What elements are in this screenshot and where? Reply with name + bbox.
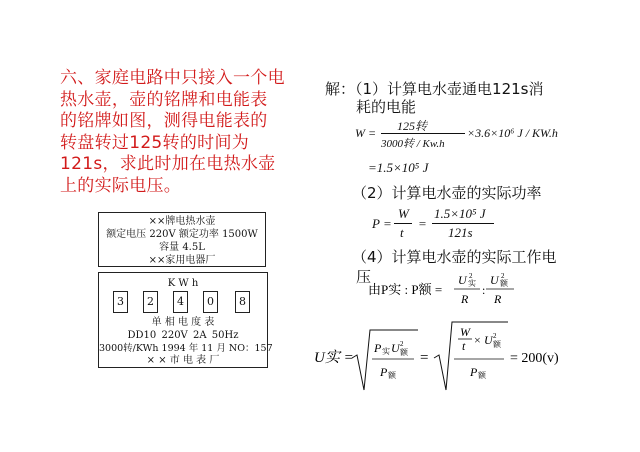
meter-digit: 0 <box>203 291 218 313</box>
w-tail: ×3.6×10⁶ J / KW.h <box>467 126 558 140</box>
p-num1: W <box>398 206 409 221</box>
voltage-formula <box>314 318 559 396</box>
kettle-title: ××牌电热水壶 <box>148 216 216 227</box>
solution-head: 解：（1）计算电水壶通电121s消 <box>325 80 544 98</box>
question-line: 六、家庭电路中只接入一个电 <box>60 68 285 88</box>
kettle-specs <box>99 228 265 241</box>
capacity-label: 容量 <box>159 242 180 253</box>
meter-frequency: 50Hz <box>211 330 239 341</box>
ratio-u2-sup: 2 <box>501 272 505 280</box>
meter-constant: 3000转/KWh 1994 年 11 月 NO：157 <box>99 343 273 354</box>
meter-voltage: 220V <box>161 330 188 341</box>
root2-times: × <box>474 333 481 347</box>
root2-u-sub: 额 <box>493 340 501 349</box>
root2-t: t <box>462 339 466 353</box>
question-line: 上的实际电压。 <box>60 175 182 196</box>
sqrt-sign <box>434 322 508 390</box>
root1-den-sub: 额 <box>388 371 396 380</box>
question-line: 121s，求此时加在电热水壶 <box>60 154 276 174</box>
fraction-bar <box>432 223 494 224</box>
meter-current: 2A <box>192 330 207 341</box>
ratio-u1-sub: 实 <box>468 279 476 288</box>
meter-digit: 8 <box>235 291 250 313</box>
p-num2: 1.5×10⁵ J <box>434 206 486 221</box>
root1-den: P <box>380 365 388 379</box>
capacity-value: 4.5L <box>182 242 205 253</box>
ratio-formula <box>368 270 528 310</box>
meter-digit: 4 <box>173 291 188 313</box>
ratio-prefix: 由P实 : P额 = <box>368 282 443 297</box>
kettle-nameplate <box>98 212 266 267</box>
meter-model: DD10 <box>127 330 157 341</box>
fraction-bar <box>394 223 412 224</box>
sqrt-sign <box>352 330 418 390</box>
root2-w: W <box>460 325 470 339</box>
p-den1: t <box>400 225 404 240</box>
kettle-capacity <box>99 241 265 254</box>
ratio-colon: : <box>482 283 486 297</box>
p-lhs: P = <box>372 216 392 231</box>
ratio-r2: R <box>494 292 502 306</box>
power-label: 额定功率 <box>178 229 219 240</box>
u-lhs: U实 = <box>314 350 354 366</box>
equals-sign: = <box>420 350 429 366</box>
root2-u-sup: 2 <box>493 332 497 340</box>
root1-u-sub: 额 <box>400 348 408 357</box>
kettle-maker: ××家用电器厂 <box>148 255 216 266</box>
power-value: 1500W <box>222 229 258 240</box>
power-formula <box>372 206 522 246</box>
w-lhs: W = <box>355 126 377 140</box>
u-result: = 200(v) <box>510 351 559 366</box>
ratio-u1-sup: 2 <box>469 272 473 280</box>
fraction-bar <box>381 133 465 134</box>
w-numerator: 125转 <box>397 119 428 133</box>
ratio-r1: R <box>461 292 469 306</box>
ratio-u2: U <box>490 273 499 287</box>
question-text <box>60 68 308 197</box>
p-den2: 121s <box>448 225 473 240</box>
question-line: 转盘转过125转的时间为 <box>60 132 250 153</box>
root1-u-sup: 2 <box>400 340 404 348</box>
meter-factory: × × 市 电 表 厂 <box>146 355 220 366</box>
meter-nameplate <box>98 272 273 368</box>
voltage-value: 220V <box>149 229 176 240</box>
voltage-label: 额定电压 <box>106 229 147 240</box>
meter-digit: 3 <box>113 291 128 313</box>
root1-u: U <box>391 341 400 355</box>
root1-p-sub: 实 <box>382 347 390 356</box>
meter-type: 单 相 电 度 表 <box>151 317 215 328</box>
solution-step-2: （2）计算电水壶的实际功率 <box>352 184 542 202</box>
equals-sign: = <box>418 216 427 231</box>
energy-result: =1.5×10⁵ J <box>368 160 429 175</box>
ratio-u1: U <box>458 273 467 287</box>
solution-step-4: （4）计算电水壶的实际工作电 <box>352 248 557 266</box>
w-denominator: 3000转 / Kw.h <box>381 138 445 150</box>
root1-p: P <box>374 341 382 355</box>
meter-unit: K W h <box>167 278 199 289</box>
root2-den: P <box>470 365 478 379</box>
ratio-u2-sub: 额 <box>500 279 508 288</box>
solution-head-2: 耗的电能 <box>356 98 417 116</box>
meter-digit: 2 <box>143 291 158 313</box>
root2-den-sub: 额 <box>478 371 486 380</box>
meter-specs <box>99 329 267 342</box>
question-line: 的铭牌如图，测得电能表的 <box>60 111 268 131</box>
solution-step-4b: 压 <box>356 268 372 286</box>
root2-u: U <box>484 333 493 347</box>
question-line: 热水壶，壶的铭牌和电能表 <box>60 89 268 110</box>
